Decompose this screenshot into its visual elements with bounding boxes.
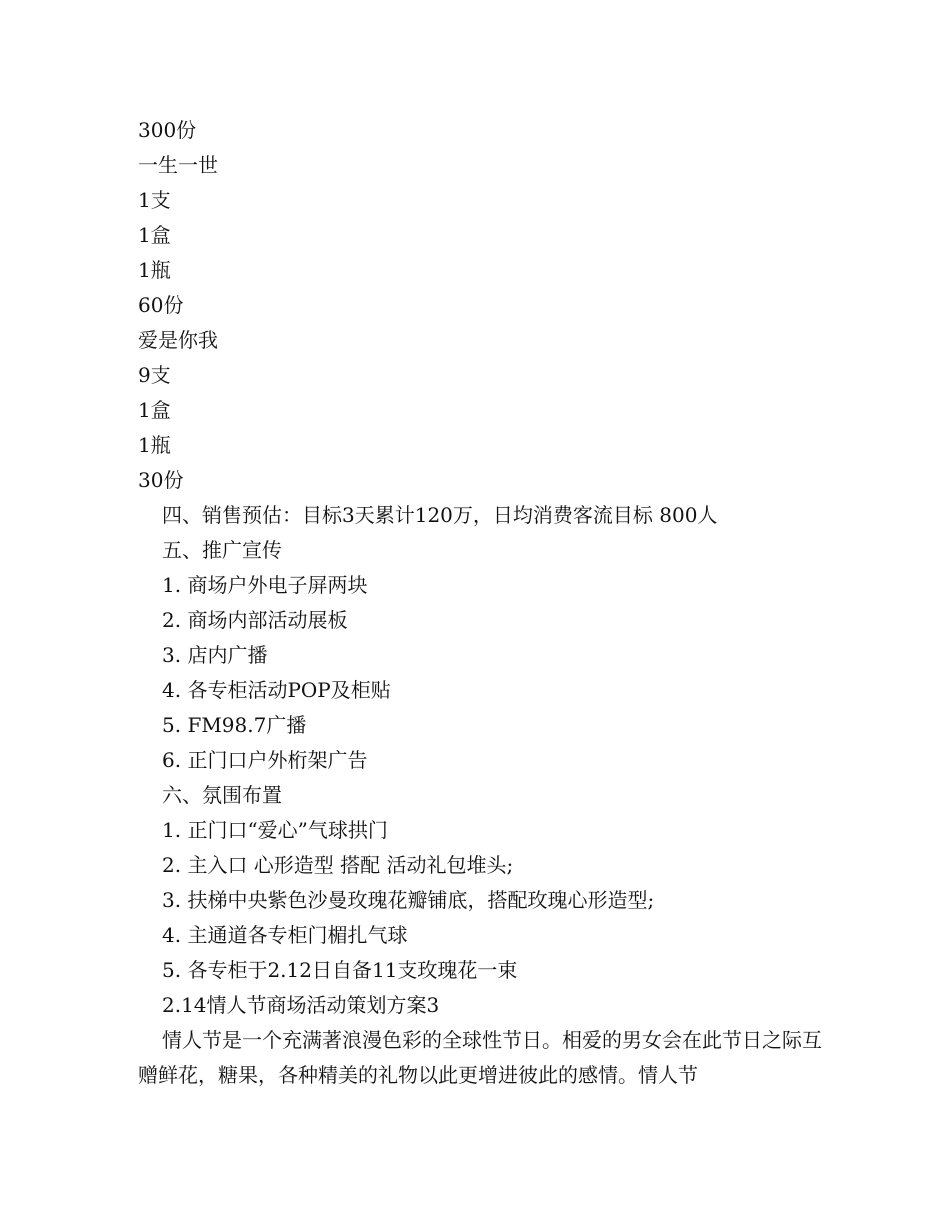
plan-title: 2.14情人节商场活动策划方案3 xyxy=(162,993,440,1017)
promotion-item: 4. 各专柜活动POP及柜贴 xyxy=(162,678,391,702)
list-item: 1支 xyxy=(138,188,171,212)
promotion-item: 3. 店内广播 xyxy=(162,643,268,667)
list-item: 一生一世 xyxy=(138,153,218,177)
atmosphere-item: 4. 主通道各专柜门楣扎气球 xyxy=(162,923,408,947)
list-item: 300份 xyxy=(138,118,197,142)
promotion-item: 1. 商场户外电子屏两块 xyxy=(162,573,368,597)
list-item: 9支 xyxy=(138,363,171,387)
promotion-item: 6. 正门口户外桁架广告 xyxy=(162,748,368,772)
list-item: 1瓶 xyxy=(138,258,171,282)
atmosphere-item: 1. 正门口“爱心”气球拱门 xyxy=(162,818,388,842)
list-item: 1瓶 xyxy=(138,433,171,457)
sales-estimate-heading: 四、销售预估：目标3天累计120万，日均消费客流目标 800人 xyxy=(162,503,718,527)
intro-paragraph: 情人节是一个充满著浪漫色彩的全球性节日。相爱的男女会在此节日之际互赠鲜花，糖果，各种精美的礼物以此更增进彼此的感情。情人节 xyxy=(138,1028,822,1087)
list-item: 1盒 xyxy=(138,223,171,247)
promotion-heading: 五、推广宣传 xyxy=(162,538,282,562)
atmosphere-item: 2. 主入口 心形造型 搭配 活动礼包堆头; xyxy=(162,853,514,877)
list-item: 1盒 xyxy=(138,398,171,422)
list-item: 爱是你我 xyxy=(138,328,218,352)
atmosphere-item: 3. 扶梯中央紫色沙曼玫瑰花瓣铺底，搭配玫瑰心形造型; xyxy=(162,888,655,912)
atmosphere-heading: 六、氛围布置 xyxy=(162,783,282,807)
list-item: 30份 xyxy=(138,468,184,492)
promotion-item: 2. 商场内部活动展板 xyxy=(162,608,348,632)
document-body xyxy=(138,113,822,1093)
atmosphere-item: 5. 各专柜于2.12日自备11支玫瑰花一束 xyxy=(162,958,518,982)
list-item: 60份 xyxy=(138,293,184,317)
promotion-item: 5. FM98.7广播 xyxy=(162,713,307,737)
